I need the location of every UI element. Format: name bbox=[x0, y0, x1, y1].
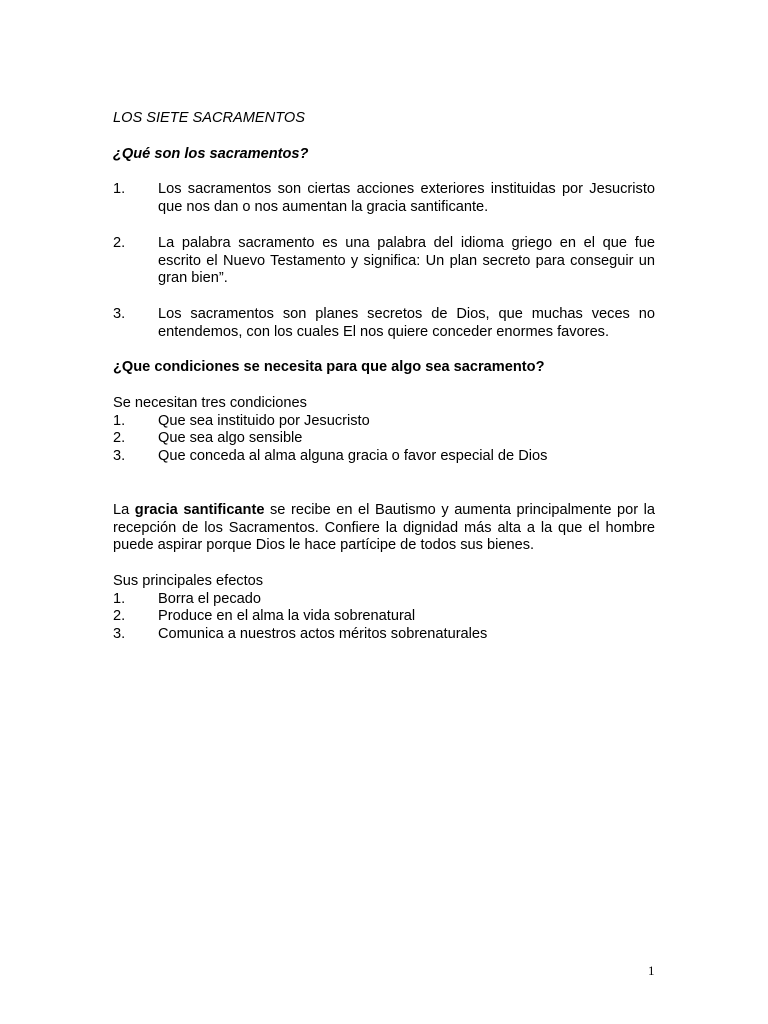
spacer bbox=[113, 466, 655, 502]
page-number: 1 bbox=[648, 963, 655, 978]
document-page bbox=[113, 110, 655, 644]
list-item-number: 3. bbox=[113, 305, 126, 322]
list-item bbox=[113, 413, 655, 431]
list-item bbox=[113, 608, 655, 626]
section2-heading: ¿Que condiciones se necesita para que algo sea sacramento? bbox=[113, 359, 545, 376]
list-item-number: 3. bbox=[113, 626, 126, 643]
list-item-number: 1. bbox=[113, 412, 126, 429]
spacer bbox=[113, 288, 655, 306]
list-item-text: La palabra sacramento es una palabra del idioma griego en el que fue escrito el Nuevo Testamento y significa: Un plan secreto para conseguir un gran bien”. bbox=[158, 234, 655, 287]
list-item bbox=[113, 235, 655, 288]
list-item bbox=[113, 591, 655, 609]
list-item-number: 2. bbox=[113, 234, 126, 251]
gracia-paragraph bbox=[113, 502, 655, 555]
section4-intro: Sus principales efectos bbox=[113, 572, 264, 589]
gracia-term: gracia santificante bbox=[134, 501, 265, 518]
list-item bbox=[113, 430, 655, 448]
spacer bbox=[113, 341, 655, 359]
section1-heading: ¿Qué son los sacramentos? bbox=[113, 145, 309, 162]
list-item-number: 3. bbox=[113, 448, 126, 465]
spacer bbox=[113, 217, 655, 235]
list-item-number: 1. bbox=[113, 181, 126, 198]
list-item-number: 1. bbox=[113, 590, 126, 607]
list-item-text: Que conceda al alma alguna gracia o favor especial de Dios bbox=[158, 448, 548, 465]
spacer bbox=[113, 163, 655, 181]
list-item-number: 2. bbox=[113, 430, 126, 447]
list-item-text: Produce en el alma la vida sobrenatural bbox=[158, 608, 416, 625]
list-item-text: Los sacramentos son planes secretos de Dios, que muchas veces no entendemos, con los cuales El nos quiere conceder enormes favores. bbox=[158, 305, 655, 340]
list-item-text: Que sea algo sensible bbox=[158, 430, 303, 447]
list-item bbox=[113, 181, 655, 216]
spacer bbox=[113, 128, 655, 146]
list-item bbox=[113, 626, 655, 644]
list-item-number: 2. bbox=[113, 608, 126, 625]
list-item-text: Borra el pecado bbox=[158, 590, 262, 607]
list-item bbox=[113, 448, 655, 466]
gracia-rest: se recibe en el Bautismo y aumenta principalmente por la recepción de los Sacramentos. Confiere la dignidad más alta a la que el hombre puede aspirar porque Dios le hace partícipe de todos sus bienes. bbox=[113, 501, 655, 554]
document-title bbox=[113, 110, 655, 128]
list-item-text: Comunica a nuestros actos méritos sobrenaturales bbox=[158, 626, 488, 643]
list-item bbox=[113, 306, 655, 341]
spacer bbox=[113, 555, 655, 573]
list-item-text: Los sacramentos son ciertas acciones exteriores instituidas por Jesucristo que nos dan o nos aumentan la gracia santificante. bbox=[158, 181, 655, 216]
spacer bbox=[113, 377, 655, 395]
list-item-text: Que sea instituido por Jesucristo bbox=[158, 412, 370, 429]
document-title-text: LOS SIETE SACRAMENTOS bbox=[113, 110, 305, 126]
section2-intro: Se necesitan tres condiciones bbox=[113, 395, 307, 412]
gracia-lead: La bbox=[113, 501, 135, 518]
